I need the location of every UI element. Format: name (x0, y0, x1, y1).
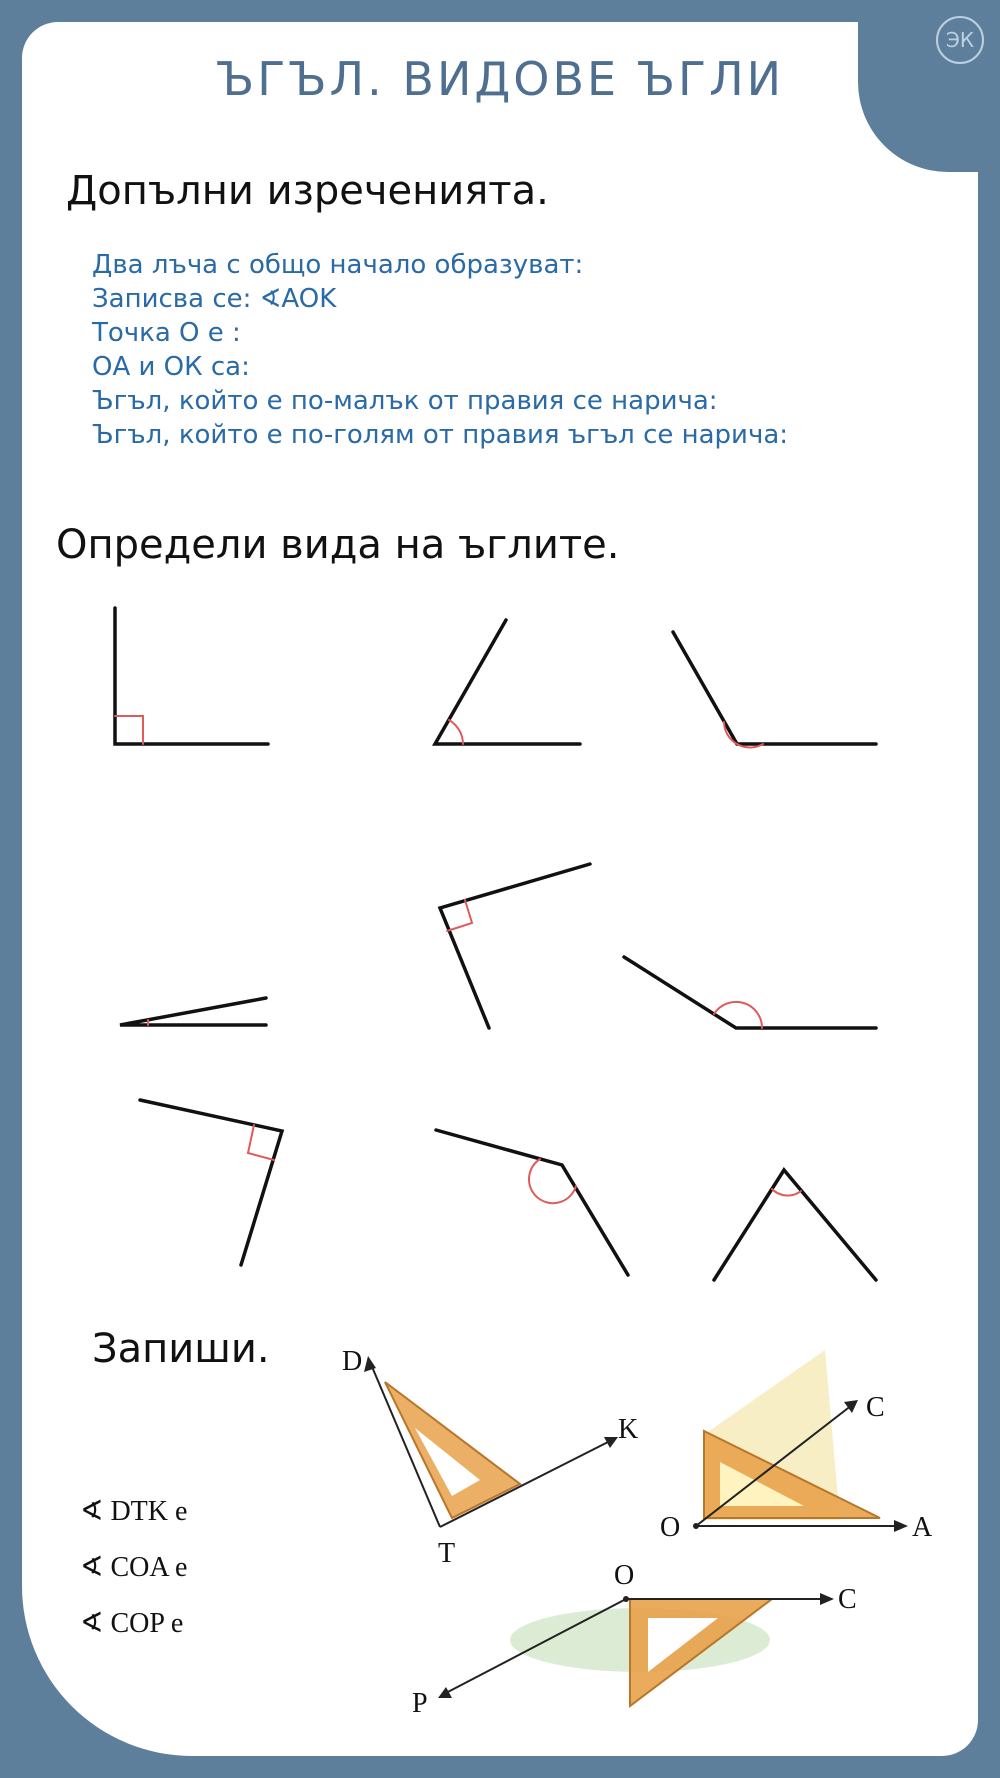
label-o2: O (614, 1560, 635, 1591)
label-c2: C (838, 1584, 857, 1615)
label-a: A (912, 1512, 933, 1543)
write-item-cop: ∢ COP е (80, 1608, 184, 1639)
narrow-acute-angle-figure (120, 998, 266, 1025)
label-c1: C (866, 1392, 885, 1423)
sentence-line: Два лъча с общо начало образуват: (92, 250, 584, 280)
obtuse-angle-figure (673, 632, 876, 747)
sentence-line: Ъгъл, който е по-голям от правия ъгъл се нарича: (92, 420, 789, 450)
label-o1: O (660, 1512, 681, 1543)
coa-figure (693, 1350, 908, 1532)
section-heading-angles: Определи вида на ъглите. (56, 522, 620, 568)
obtuse-angle-figure-3 (436, 1130, 628, 1275)
sentence-line: Ъгъл, който е по-малък от правия се нарича: (92, 386, 718, 416)
obtuse-angle-figure-2 (624, 957, 876, 1028)
label-t: T (438, 1538, 456, 1569)
section-heading-write: Запиши. (92, 1326, 270, 1372)
label-d: D (342, 1346, 363, 1377)
write-list (80, 1484, 187, 1652)
sentence-line: Записва се: ∢AOK (92, 284, 337, 314)
sentence-line: ОА и ОК са: (92, 352, 250, 382)
acute-angle-figure-2 (714, 1170, 876, 1280)
label-p: P (412, 1688, 428, 1719)
acute-angle-figure (435, 620, 580, 744)
section-heading-complete: Допълни изреченията. (66, 168, 549, 214)
write-item-coa: ∢ COA е (80, 1552, 188, 1583)
right-angle-figure (115, 608, 268, 744)
dtk-figure (364, 1356, 618, 1527)
tilted-right-angle-figure-2 (140, 1100, 282, 1265)
label-k: K (618, 1414, 639, 1445)
logo-icon: ЭК (936, 16, 984, 64)
page-title: ЪГЪЛ. ВИДОВЕ ЪГЛИ (215, 52, 785, 106)
sentence-line: Точка О е : (92, 318, 241, 348)
tilted-right-angle-figure (440, 864, 590, 1028)
write-item-dtk: ∢ DTK е (80, 1496, 188, 1527)
cop-figure (438, 1593, 834, 1706)
